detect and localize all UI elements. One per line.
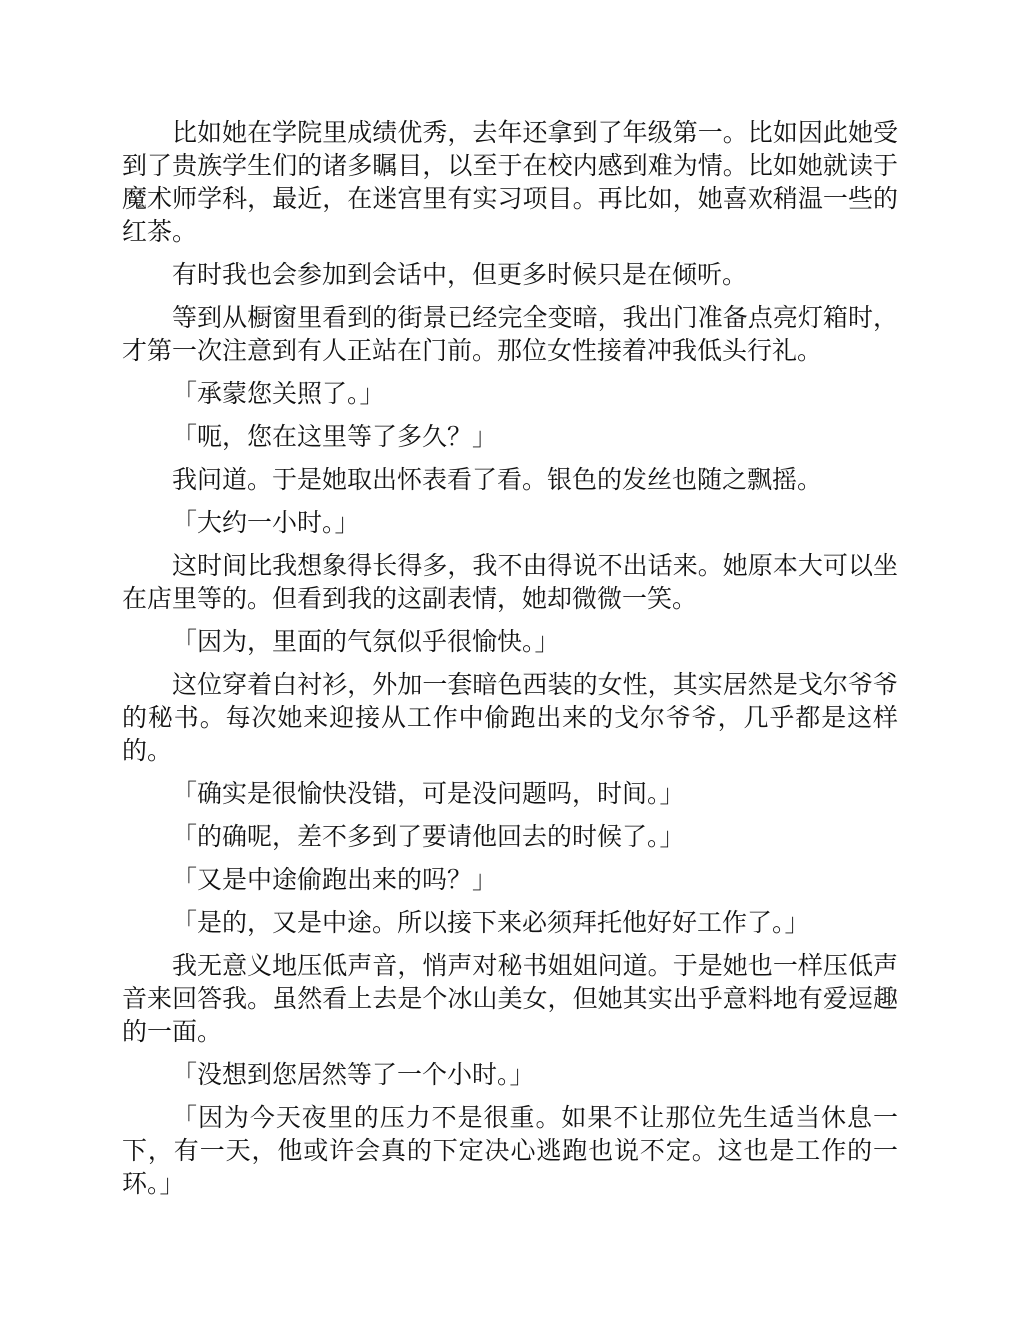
dialogue-line: 「的确呢，差不多到了要请他回去的时候了。」: [172, 822, 685, 851]
dialogue-line: 「大约一小时。」: [172, 508, 360, 537]
dialogue-line: 「因为，里面的气氛似乎很愉快。」: [172, 627, 560, 656]
paragraph: 比如她在学院里成绩优秀，去年还拿到了年级第一。比如因此她受到了贵族学生们的诸多瞩目，以至于在校内感到难为情。比如她就读于魔术师学科，最近，在迷宫里有实习项目。再比如，她喜欢稍温一些的红茶。: [122, 118, 898, 246]
paragraph: 我无意义地压低声音，悄声对秘书姐姐问道。于是她也一样压低声音来回答我。虽然看上去是个冰山美女，但她其实出乎意料地有爱逗趣的一面。: [122, 951, 898, 1046]
dialogue-line: 「承蒙您关照了。」: [172, 379, 385, 408]
dialogue-line: 「呃，您在这里等了多久？」: [172, 422, 498, 451]
paragraph: 等到从橱窗里看到的街景已经完全变暗，我出门准备点亮灯箱时，才第一次注意到有人正站在门前。那位女性接着冲我低头行礼。: [122, 303, 898, 365]
document-page: [122, 116, 898, 1210]
paragraph: 有时我也会参加到会话中，但更多时候只是在倾听。: [172, 260, 748, 289]
paragraph: 这位穿着白衬衫，外加一套暗色西装的女性，其实居然是戈尔爷爷的秘书。每次她来迎接从工作中偷跑出来的戈尔爷爷，几乎都是这样的。: [122, 670, 898, 765]
paragraph: 这时间比我想象得长得多，我不由得说不出话来。她原本大可以坐在店里等的。但看到我的这副表情，她却微微一笑。: [122, 551, 898, 613]
dialogue-line: 「因为今天夜里的压力不是很重。如果不让那位先生适当休息一下，有一天，他或许会真的下定决心逃跑也说不定。这也是工作的一环。」: [122, 1103, 898, 1198]
dialogue-line: 「确实是很愉快没错，可是没问题吗，时间。」: [172, 779, 685, 808]
dialogue-line: 「是的，又是中途。所以接下来必须拜托他好好工作了。」: [172, 908, 810, 937]
paragraph: 我问道。于是她取出怀表看了看。银色的发丝也随之飘摇。: [172, 465, 823, 494]
dialogue-line: 「没想到您居然等了一个小时。」: [172, 1060, 535, 1089]
dialogue-line: 「又是中途偷跑出来的吗？」: [172, 865, 498, 894]
